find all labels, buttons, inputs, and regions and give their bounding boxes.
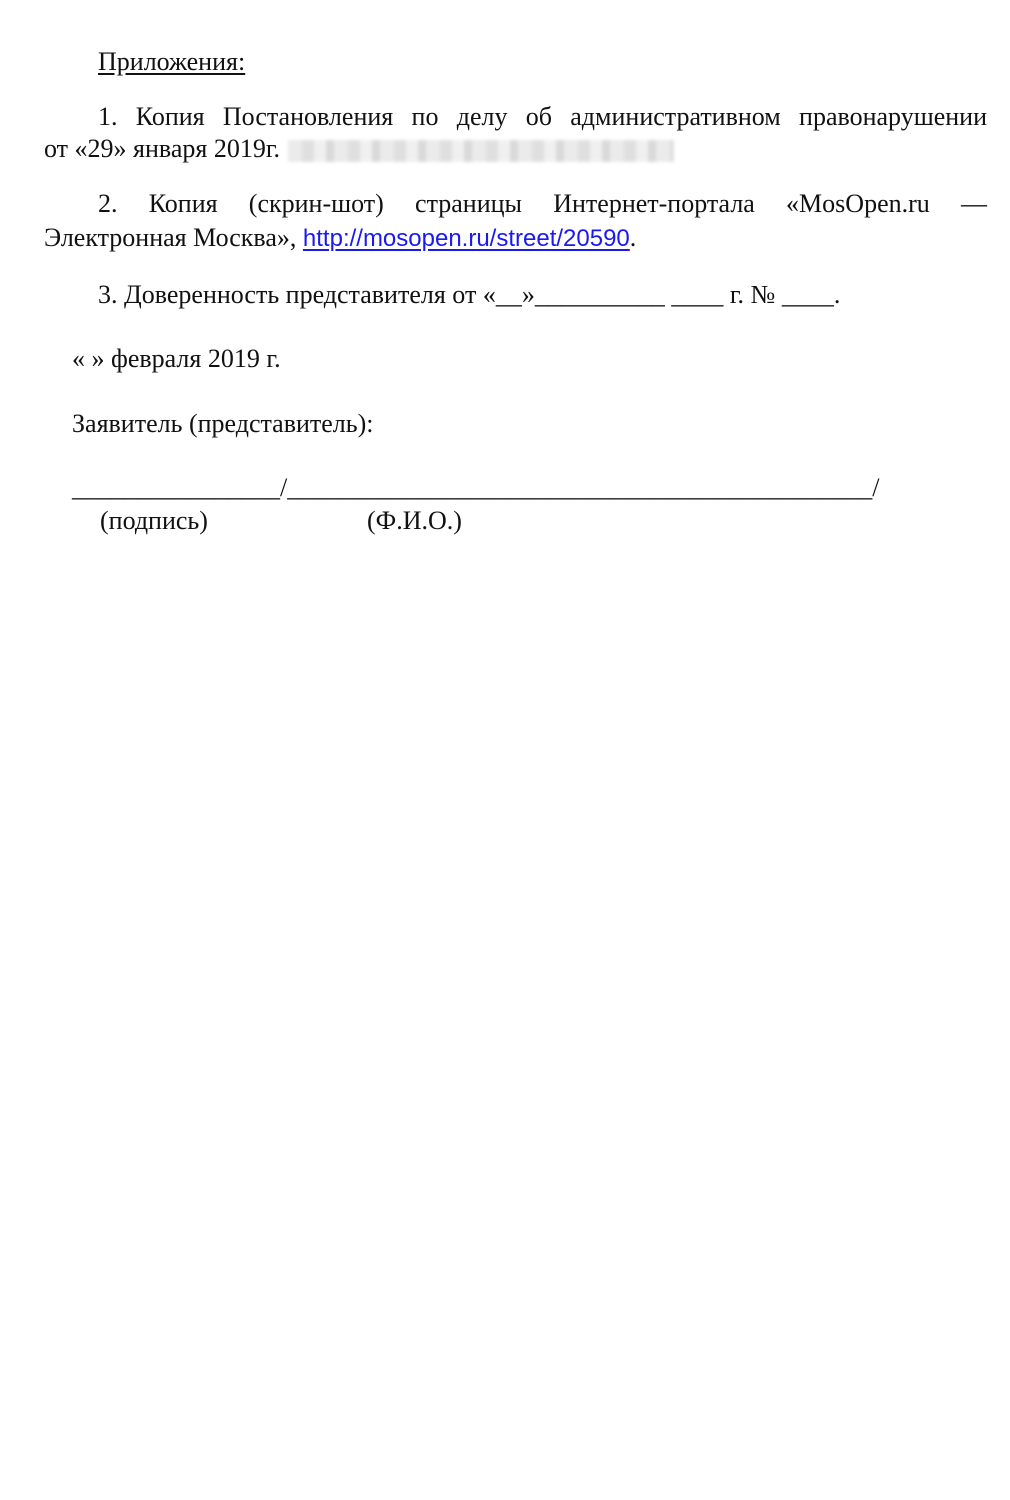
- redacted-text-block: [288, 140, 674, 162]
- attachment-item-2-suffix: .: [629, 223, 637, 252]
- attachment-item-2-prefix: Электронная Москва»,: [44, 223, 303, 252]
- signature-caption: (подпись): [100, 506, 208, 535]
- attachment-item-1-date: от «29» января 2019г.: [44, 134, 281, 163]
- name-caption: (Ф.И.О.): [367, 506, 462, 535]
- attachment-item-2-line-2: [44, 222, 636, 255]
- attachments-heading: Приложения:: [98, 47, 246, 76]
- signature-line: ________________/_____________________________________________/: [72, 473, 880, 502]
- document-date-line: « » февраля 2019 г.: [72, 344, 281, 373]
- attachment-item-2-line-1: 2. Копия (скрин-шот) страницы Интернет-портала «MosOpen.ru —: [98, 189, 987, 218]
- attachment-item-3: 3. Доверенность представителя от «__»__________ ____ г. № ____.: [98, 280, 841, 309]
- attachment-item-1-line-1: 1. Копия Постановления по делу об административном правонарушении: [98, 102, 987, 131]
- mosopen-link[interactable]: http://mosopen.ru/street/20590: [302, 225, 630, 252]
- attachment-item-1-line-2: [44, 133, 674, 165]
- applicant-label: Заявитель (представитель):: [72, 409, 374, 438]
